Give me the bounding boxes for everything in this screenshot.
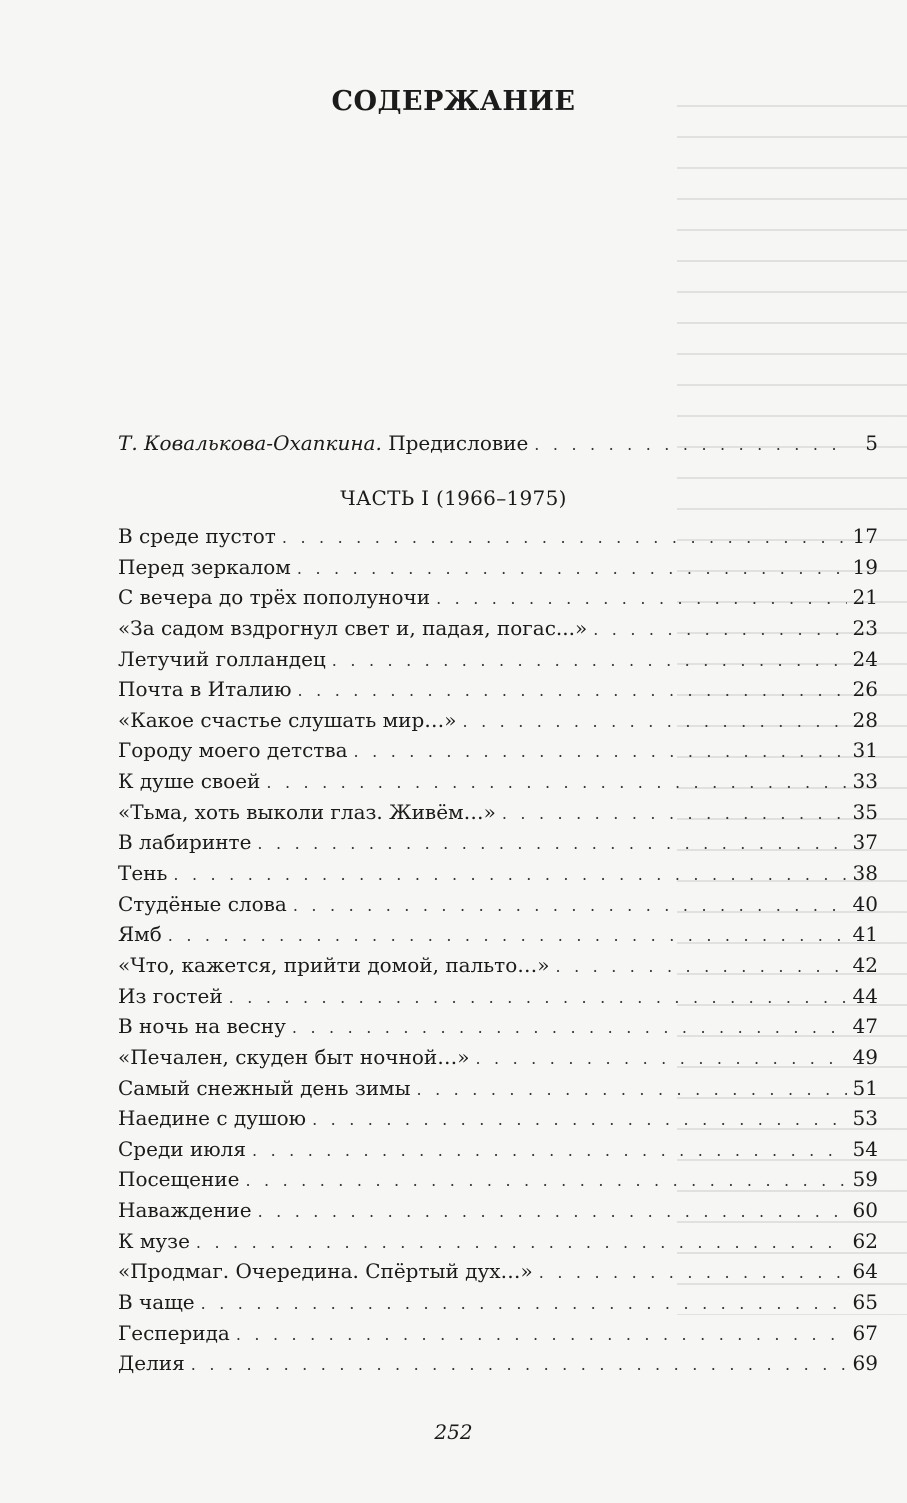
toc-entry-page: 23 [852,615,878,640]
toc-entry [118,705,878,736]
toc-entry [118,1011,878,1042]
toc-entry [118,582,878,613]
dot-leader [168,921,847,951]
toc-entry [118,1164,878,1195]
dot-leader [556,952,847,982]
toc-entry [118,797,878,828]
toc-entry-title: «За садом вздрогнул свет и, падая, погас...» [118,615,588,640]
dot-leader [229,983,847,1013]
page-title: СОДЕРЖАНИЕ [331,86,576,117]
toc-entry-title: Перед зеркалом [118,554,291,579]
toc-entry-page: 17 [852,524,878,548]
toc-entry-page: 26 [852,677,878,702]
toc-entry-page: 31 [852,738,878,763]
toc-entry-page: 38 [852,861,878,886]
toc-entry-page: 64 [852,1259,878,1284]
toc-entry-title: В среде пустот [118,524,276,548]
toc-entry-page: 47 [852,1014,878,1039]
toc-entry [118,1103,878,1134]
dot-leader [293,891,847,921]
dot-leader [332,646,847,676]
dot-leader [593,615,846,645]
toc-entry-title: К музе [118,1228,190,1253]
toc-entry-title: В лабиринте [118,830,252,855]
dot-leader [298,676,847,706]
toc-entry-page: 40 [852,891,878,916]
toc-entry [118,1226,878,1257]
dot-leader [196,1228,847,1258]
toc-entry-title: К душе своей [118,769,261,794]
toc-entry-title: С вечера до трёх пополуночи [118,585,431,610]
toc-entry-page: 65 [852,1290,878,1315]
toc-entry-page: 19 [852,554,878,579]
toc-entry-page: 37 [852,830,878,855]
toc-entry-title: Тень [118,861,168,886]
toc-entry-title: «Что, кажется, прийти домой, пальто…» [118,952,550,977]
dot-leader [463,707,847,737]
toc-entry [118,858,878,889]
dot-leader [539,1258,847,1288]
toc-entry [118,919,878,950]
dot-leader [252,1136,847,1166]
toc-entry-page: 60 [852,1198,878,1223]
dot-leader [236,1320,847,1350]
toc-entry-page: 21 [852,585,878,610]
toc-entry [118,1318,878,1349]
dot-leader [201,1289,847,1319]
toc-entry-page: 35 [852,799,878,824]
dot-leader [417,1075,847,1105]
dot-leader [191,1350,847,1380]
toc-entry-page: 41 [852,922,878,947]
toc-entry-page: 54 [852,1136,878,1161]
preface-author: Т. Ковалькова-Охапкина. [118,431,382,455]
toc-entry [118,674,878,705]
toc-entry [118,950,878,981]
toc-entry [118,1073,878,1104]
toc-entry-page: 53 [852,1106,878,1131]
toc-entry-title: Наедине с душою [118,1106,307,1131]
dot-leader [282,523,847,553]
toc-entry-title: Ямб [118,922,162,947]
toc-entry [118,766,878,797]
toc-entry-title: «Какое счастье слушать мир…» [118,707,457,732]
toc-entry [118,1256,878,1287]
toc-entry-page: 42 [852,952,878,977]
toc-entry-title: «Продмаг. Очередина. Спёртый дух…» [118,1259,533,1284]
toc-entry-title: Городу моего детства [118,738,348,763]
dot-leader [312,1105,846,1135]
toc-entry [118,889,878,920]
toc-list [118,521,878,1379]
toc-entry-page: 44 [852,983,878,1008]
toc-entry [118,1348,878,1379]
toc-entry-title: Летучий голландец [118,646,326,671]
dot-leader [292,1013,847,1043]
toc-entry-title: Среди июля [118,1136,247,1161]
toc-entry [118,521,878,552]
toc-entry-title: Наваждение [118,1198,252,1223]
toc-entry [118,613,878,644]
toc-entry-title: Из гостей [118,983,223,1008]
toc-entry [118,644,878,675]
toc-entry [118,1134,878,1165]
toc-entry [118,827,878,858]
dot-leader [354,737,847,767]
toc-entry-page: 67 [852,1320,878,1345]
toc-entry [118,735,878,766]
toc-entry-page: 62 [852,1228,878,1253]
toc-entry-title: Гесперида [118,1320,230,1345]
preface-title: Предисловие [388,431,529,455]
toc-entry-title: В чаще [118,1290,195,1315]
toc-entry-page: 51 [852,1075,878,1100]
toc-entry-title: Посещение [118,1167,240,1192]
toc-entry [118,981,878,1012]
toc-entry-page: 33 [852,769,878,794]
dot-leader [297,554,847,584]
toc-entry-title: Делия [118,1351,185,1376]
toc-entry-page: 49 [852,1044,878,1069]
toc-entry-title: «Тьма, хоть выколи глаз. Живём…» [118,799,496,824]
toc-entry-title: «Печален, скуден быт ночной…» [118,1044,470,1069]
dot-leader [534,430,850,460]
toc-entry-preface [118,428,878,459]
toc-entry-page: 24 [852,646,878,671]
toc-entry-title: Студёные слова [118,891,287,916]
dot-leader [436,584,846,614]
dot-leader [266,768,846,798]
toc-entry-page: 69 [852,1351,878,1376]
dot-leader [245,1166,846,1196]
toc-entry [118,1195,878,1226]
dot-leader [502,799,847,829]
page-number: 252 [434,1420,473,1444]
part-heading: ЧАСТЬ I (1966–1975) [340,486,567,510]
toc-entry-title: Самый снежный день зимы [118,1075,411,1100]
toc-entry-title: В ночь на весну [118,1014,286,1039]
dot-leader [257,829,846,859]
dot-leader [475,1044,846,1074]
toc-entry-page: 28 [852,707,878,732]
dot-leader [173,860,846,890]
toc-entry [118,1042,878,1073]
toc-entry-title: Почта в Италию [118,677,292,702]
toc-entry-page: 59 [852,1167,878,1192]
dot-leader [258,1197,847,1227]
toc-entry [118,1287,878,1318]
preface-page: 5 [865,431,878,455]
toc-entry [118,552,878,583]
